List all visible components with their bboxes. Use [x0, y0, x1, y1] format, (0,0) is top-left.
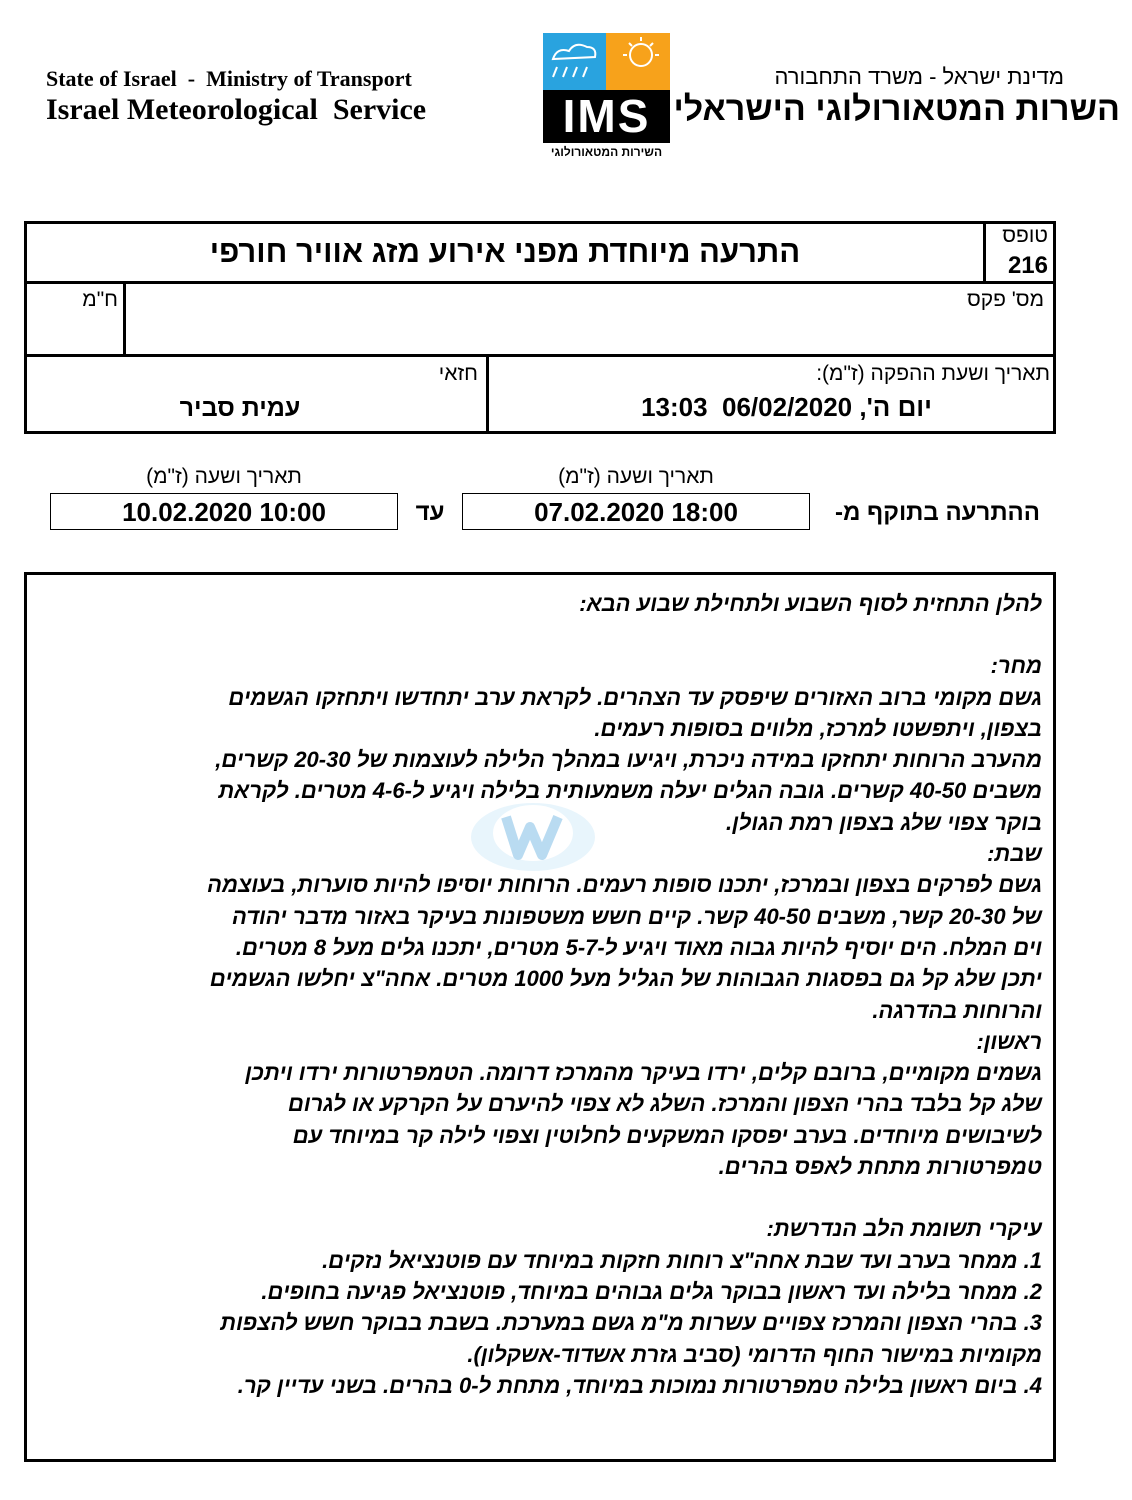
- forecast-line: שבת:: [987, 841, 1042, 867]
- form-label: טופס: [1002, 224, 1048, 247]
- forecast-line: שלג קל בלבד בהרי הצפון והמרכז. השלג לא צפוי להיערם על הקרקע או לגרום: [288, 1091, 1042, 1117]
- ims-logo: [543, 33, 670, 163]
- to-datetime-caption: תאריך ושעה (ז"מ): [146, 465, 302, 488]
- forecast-line: 1. ממחר בערב ועד שבת אחה"צ רוחות חזקות במיוחד עם פוטנציאל נזקים.: [322, 1247, 1042, 1273]
- forecast-line: 3. בהרי הצפון והמרכז צפויים עשרות מ"מ גשם במערכת. בשבת בבוקר חשש להצפות: [220, 1310, 1042, 1336]
- forecast-line: להלן התחזית לסוף השבוע ולתחילת שבוע הבא:: [579, 591, 1042, 616]
- forecast-line: [30, 619, 1042, 650]
- header-english-service: Israel Meteorological Service: [46, 93, 427, 126]
- from-datetime-caption: תאריך ושעה (ז"מ): [558, 465, 714, 488]
- forecast-line: גשם מקומי ברוב האזורים שיפסק עד הצהרים. לקראת ערב יתחדשו ויתחזקו הגשמים: [228, 684, 1042, 710]
- forecast-line: בוקר צפוי שלג בצפון רמת הגולן.: [725, 809, 1042, 835]
- forecast-line: גשמים מקומיים, ברובם קלים, ירדו בעיקר מהמרכז דרומה. הטמפרטורות ירדו ויתכן: [245, 1060, 1042, 1086]
- header-hebrew-ministry: מדינת ישראל - משרד התחבורה: [774, 64, 1064, 89]
- forecast-line: מקומיות במישור החוף הדרומי (סביב גזרת אשדוד-אשקלון).: [467, 1341, 1042, 1367]
- divider: [24, 354, 1056, 357]
- forecast-line: 2. ממחר בלילה ועד ראשון בבוקר גלים גבוהים במיוחד, פוטנציאל פגיעה בחופים.: [261, 1278, 1042, 1304]
- form-number: 216: [1007, 252, 1048, 279]
- forecaster-name: עמית סביר: [179, 394, 301, 422]
- logo-caption: השירות המטאורולוגי: [550, 145, 663, 159]
- forecast-line: [30, 1182, 1042, 1213]
- divider: [123, 281, 126, 357]
- divider: [486, 354, 489, 434]
- to-datetime-value: 10.02.2020 10:00: [122, 497, 326, 527]
- forecaster-label: חזאי: [438, 362, 478, 385]
- forecast-line: 4. ביום ראשון בלילה טמפרטורות נמוכות במיוחד, מתחת ל-0 בהרים. בשני עדיין קר.: [237, 1372, 1042, 1398]
- forecast-line: משבים 40-50 קשרים. גובה הגלים יעלה משמעותית בלילה ויגיע ל-4-6 מטרים. לקראת: [218, 778, 1042, 804]
- hm-label: ח"מ: [82, 288, 118, 311]
- forecast-line: והרוחות בהדרגה.: [872, 997, 1042, 1023]
- logo-text: IMS: [562, 90, 651, 142]
- divider: [983, 221, 986, 284]
- forecast-line: עיקרי תשומת הלב הנדרשת:: [766, 1216, 1042, 1242]
- header-hebrew-service: השרות המטאורולוגי הישראלי: [673, 90, 1120, 128]
- issue-datetime-label: תאריך ושעת ההפקה (ז"מ):: [816, 362, 1050, 385]
- form-title: התרעה מיוחדת מפני אירוע מזג אוויר חורפי: [209, 234, 801, 269]
- forecast-line: מהערב הרוחות יתחזקו במידה ניכרת, ויגיעו במהלך הלילה לעוצמות של 20-30 קשרים,: [215, 747, 1042, 773]
- forecast-line: טמפרטורות מתחת לאפס בהרים.: [718, 1154, 1042, 1180]
- forecast-text: [30, 588, 1042, 1401]
- header-english-ministry: State of Israel - Ministry of Transport: [46, 66, 412, 91]
- validity-label: ההתרעה בתוקף מ-: [834, 499, 1040, 526]
- forecast-line: של 20-30 קשר, משבים 40-50 קשר. קיים חשש משטפונות בעיקר באזור מדבר יהודה: [232, 903, 1042, 929]
- forecast-line: ראשון:: [976, 1028, 1042, 1054]
- forecast-line: גשם לפרקים בצפון ובמרכז, יתכנו סופות רעמים. הרוחות יוסיפו להיות סוערות, בעוצמה: [207, 872, 1042, 898]
- forecast-line: וים המלח. הים יוסיף להיות גבוה מאוד ויגיע ל-5-7 מטרים, יתכנו גלים מעל 8 מטרים.: [235, 934, 1042, 960]
- divider: [24, 281, 1056, 284]
- forecast-line: מחר:: [990, 653, 1042, 679]
- forecast-line: יתכן שלג קל גם בפסגות הגבוהות של הגליל מעל 1000 מטרים. אחה"צ יחלשו הגשמים: [209, 966, 1042, 992]
- forecast-line: בצפון, ויתפשטו למרכז, מלווים בסופות רעמים.: [594, 715, 1042, 741]
- until-word: עד: [415, 499, 445, 526]
- from-datetime-value: 07.02.2020 18:00: [534, 497, 738, 527]
- forecast-line: לשיבושים מיוחדים. בערב יפסקו המשקעים לחלוטין וצפוי לילה קר במיוחד עם: [292, 1122, 1042, 1148]
- fax-label: מס' פקס: [966, 288, 1044, 311]
- issue-datetime-value: יום ה', 06/02/2020 13:03: [641, 392, 932, 422]
